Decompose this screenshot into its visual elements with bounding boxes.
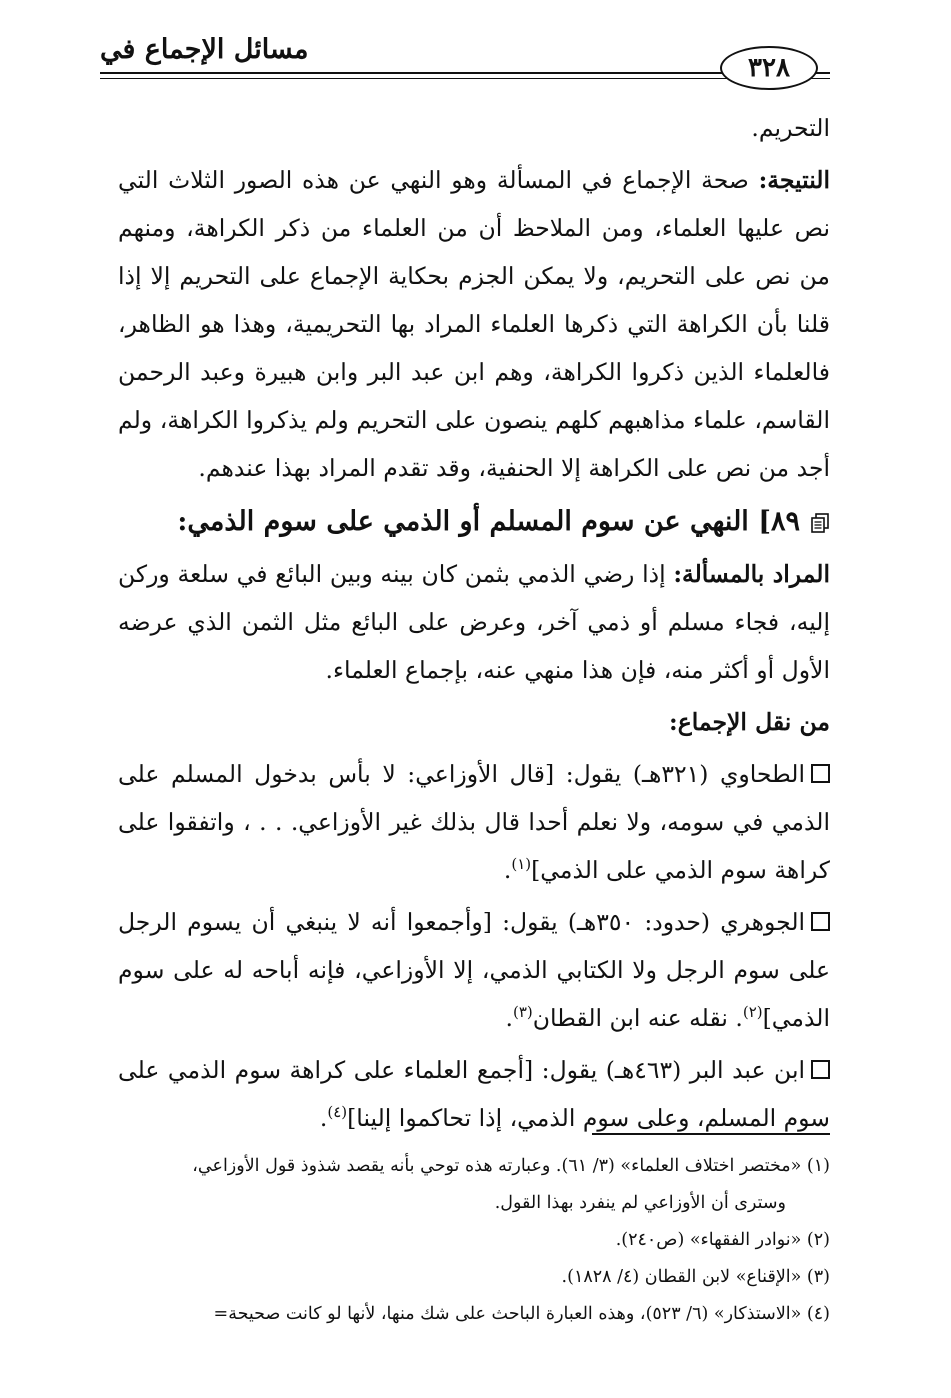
paragraph-result <box>118 156 830 492</box>
footnote-ref-4: (٤) <box>327 1103 348 1122</box>
paragraph-continuation: التحريم. <box>751 114 830 142</box>
section-heading-text: ٨٩] النهي عن سوم المسلم أو الذمي على سوم الذمي: <box>177 506 800 537</box>
quote-ibn-abd-albar-text: ابن عبد البر (٤٦٣هـ) يقول: [أجمع العلماء على كراهة سوم الذمي على سوم المسلم، وعلى سوم الذمي، إذا تحاكموا إلينا] <box>118 1056 830 1132</box>
main-text <box>118 104 830 1142</box>
quote-end: . <box>503 856 512 884</box>
quote-jawhari-text: الجوهري (حدود: ٣٥٠هـ) يقول: [وأجمعوا أنه لا ينبغي أن يسوم الرجل على سوم الرجل ولا الكتابي الذمي، إلا الأوزاعي، فإنه أباحه له على سوم الذمي] <box>118 908 830 1032</box>
checkbox-icon <box>811 912 830 931</box>
result-text: صحة الإجماع في المسألة وهو النهي عن هذه الصور الثلاث التي نص عليها العلماء، ومن الملاحظ أن من العلماء من ذكر الكراهة، ومنهم من نص على التحريم، ولا يمكن الجزم بحكاية الإجماع على التحريم إلا إذا قلنا بأن الكراهة التي ذكرها العلماء المراد بها التحريمية، وهذا هو الظاهر، فالعلماء الذين ذكروا الكراهة، وهم ابن عبد البر وابن هبيرة وعبد الرحمن القاسم، علماء مذاهبهم كلهم ينصون على التحريم ولم يذكروا الكراهة، ولم أجد من نص على الكراهة إلا الحنفية، وقد تقدم المراد بهذا عندهم. <box>118 166 830 482</box>
footnote-1-continued: وسترى أن الأوزاعي لم ينفرد بهذا القول. <box>494 1193 786 1213</box>
footnotes <box>118 1148 830 1333</box>
section-heading <box>118 498 830 546</box>
quote-tahawi <box>118 750 830 894</box>
footnote-4: (٤) «الاستذكار» (٦/ ٥٢٣)، وهذه العبارة الباحث على شك منها، لأنها لو كانت صحيحة= <box>213 1304 830 1324</box>
page-header <box>100 20 830 90</box>
page-number: ٣٢٨ <box>720 46 818 90</box>
quote-jawhari-mid: . نقله عنه ابن القطان <box>532 1004 743 1032</box>
quote-ibn-abd-albar <box>118 1046 830 1142</box>
footnote-separator <box>592 1133 830 1135</box>
subheading-transmitters: من نقل الإجماع: <box>669 708 830 736</box>
document-icon <box>810 513 830 533</box>
footnote-ref-2: (٢) <box>742 1003 763 1022</box>
checkbox-icon <box>811 1060 830 1079</box>
quote-tahawi-text: الطحاوي (٣٢١هـ) يقول: [قال الأوزاعي: لا بأس بدخول المسلم على الذمي في سومه، ولا نعلم أحدا قال بذلك غير الأوزاعي. . . ، واتفقوا على كراهة سوم الذمي على الذمي] <box>118 760 830 884</box>
quote-end: . <box>505 1004 513 1032</box>
footnote-3: (٣) «الإقناع» لابن القطان (٤/ ١٨٢٨). <box>561 1267 830 1287</box>
header-rule-bottom <box>100 78 830 79</box>
definition-label: المراد بالمسألة: <box>673 560 830 588</box>
quote-end: . <box>319 1104 328 1132</box>
definition-text: إذا رضي الذمي بثمن كان بينه وبين البائع في سلعة وركن إليه، فجاء مسلم أو ذمي آخر، وعرض على البائع مثل الثمن الذي عرضه الأول أو أكثر منه، فإن هذا منهي عنه، بإجماع العلماء. <box>118 560 830 684</box>
footnote-ref-1: (١) <box>511 855 532 874</box>
footnote-2: (٢) «نوادر الفقهاء» (ص٢٤٠). <box>615 1230 830 1250</box>
footnote-1: (١) «مختصر اختلاف العلماء» (٣/ ٦١). وعبارته هذه توحي بأنه يقصد شذوذ قول الأوزاعي، <box>192 1156 830 1176</box>
result-label: النتيجة: <box>758 166 830 194</box>
paragraph-definition <box>118 550 830 694</box>
quote-jawhari <box>118 898 830 1042</box>
checkbox-icon <box>811 764 830 783</box>
footnote-ref-3: (٣) <box>512 1003 533 1022</box>
running-title: مسائل الإجماع في <box>100 34 309 65</box>
